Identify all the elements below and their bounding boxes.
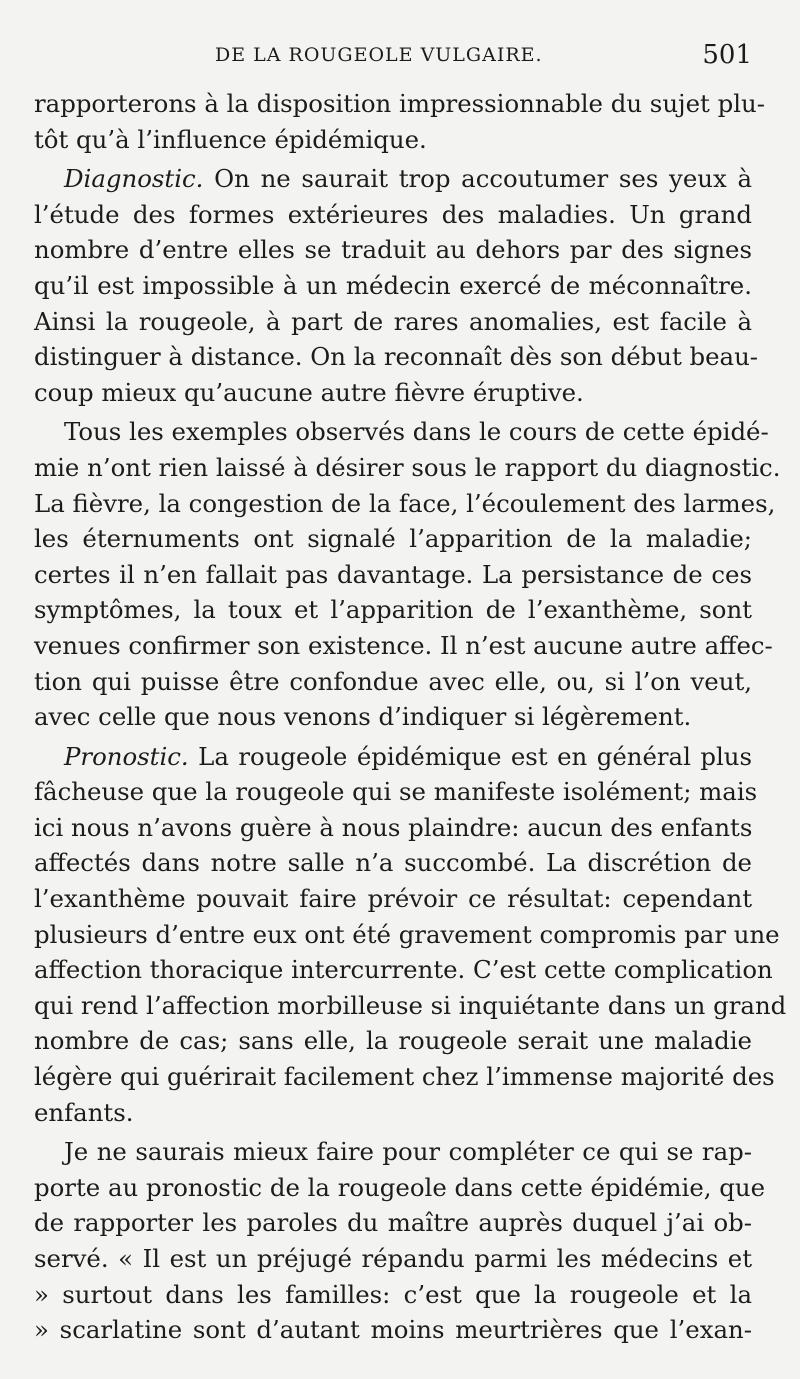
text-line <box>34 1095 752 1131</box>
text-line <box>34 988 787 1024</box>
page-header <box>34 40 752 76</box>
text-line <box>34 557 752 593</box>
text-line <box>34 952 773 988</box>
line-text: affectés dans notre salle n’a succombé. La discrétion de <box>34 848 752 878</box>
line-text: » scarlatine sont d’autant moins meurtrières que l’exan- <box>34 1315 752 1345</box>
line-text: symptômes, la toux et l’apparition de l’exanthème, sont <box>34 595 752 625</box>
text-line <box>34 881 752 917</box>
text-line <box>34 122 752 158</box>
text-line <box>34 664 752 700</box>
text-line <box>34 699 752 735</box>
line-text: La fièvre, la congestion de la face, l’écoulement des larmes, <box>34 488 776 518</box>
line-text: les éternuments ont signalé l’apparition de la maladie; <box>34 524 752 554</box>
text-line <box>34 86 765 122</box>
line-text: tôt qu’à l’influence épidémique. <box>34 124 427 154</box>
text-line <box>34 339 759 375</box>
text-line <box>34 304 752 340</box>
line-text: nombre de cas; sans elle, la rougeole serait une maladie <box>34 1026 752 1056</box>
text-line <box>34 1312 752 1348</box>
line-text: plusieurs d’entre eux ont été gravement compromis par une <box>34 919 780 949</box>
text-line <box>34 592 752 628</box>
line-text: distinguer à distance. On la reconnaît dès son début beau- <box>34 342 759 372</box>
line-text: Tous les exemples observés dans le cours de cette épidé- <box>64 417 769 447</box>
line-text: l’étude des formes extérieures des maladies. Un grand <box>34 199 752 229</box>
text-line <box>34 810 752 846</box>
section-lead: Diagnostic. <box>64 164 204 194</box>
line-text: légère qui guérirait facilement chez l’immense majorité des <box>34 1062 775 1092</box>
text-line <box>34 1277 752 1313</box>
line-text: tion qui puisse être confondue avec elle, ou, si l’on veut, <box>34 666 752 696</box>
line-text: mie n’ont rien laissé à désirer sous le rapport du diagnostic. <box>34 452 781 482</box>
line-text: servé. « Il est un préjugé répandu parmi les médecins et <box>34 1244 752 1273</box>
line-text: fâcheuse que la rougeole qui se manifeste isolément; mais <box>34 777 758 807</box>
text-line <box>34 197 752 233</box>
text-line <box>34 414 769 450</box>
line-text: certes il n’en fallait pas davantage. La persistance de ces <box>34 559 752 589</box>
text-line <box>34 845 752 881</box>
line-text: l’exanthème pouvait faire prévoir ce résultat: cependant <box>34 884 752 914</box>
text-line <box>34 1134 752 1170</box>
text-line <box>34 486 776 522</box>
text-line <box>34 268 752 304</box>
line-text: venues confirmer son existence. Il n’est aucune autre affec- <box>34 630 773 660</box>
text-line <box>34 1205 752 1241</box>
text-line <box>34 628 773 664</box>
line-text: On ne saurait trop accoutumer ses yeux à <box>203 164 752 194</box>
text-line <box>34 1023 752 1059</box>
line-text: porte au pronostic de la rougeole dans cette épidémie, que <box>34 1172 766 1202</box>
section-lead: Pronostic. <box>64 741 189 771</box>
line-text: de rapporter les paroles du maître auprès duquel j’ai ob- <box>34 1208 752 1238</box>
body-text <box>34 86 787 1348</box>
text-line <box>34 161 752 197</box>
line-text: ici nous n’avons guère à nous plaindre: aucun des enfants <box>34 812 753 842</box>
line-text: enfants. <box>34 1097 134 1127</box>
text-line <box>34 450 781 486</box>
line-text: Je ne saurais mieux faire pour compléter ce qui se rap- <box>64 1137 752 1167</box>
line-text: avec celle que nous venons d’indiquer si légèrement. <box>34 702 692 732</box>
text-line <box>34 739 752 775</box>
text-line <box>34 1241 752 1277</box>
line-text: Ainsi la rougeole, à part de rares anomalies, est facile à <box>34 306 752 336</box>
line-text: nombre d’entre elles se traduit au dehors par des signes <box>34 235 752 265</box>
line-text: qu’il est impossible à un médecin exercé de méconnaître. <box>34 270 752 300</box>
line-text: coup mieux qu’aucune autre fièvre éruptive. <box>34 377 584 407</box>
line-text: » surtout dans les familles: c’est que la rougeole et la <box>34 1279 752 1309</box>
line-text: rapporterons à la disposition impressionnable du sujet plu- <box>34 89 765 118</box>
text-line <box>34 232 752 268</box>
text-line <box>34 917 780 953</box>
line-text: qui rend l’affection morbilleuse si inquiétante dans un grand <box>34 990 787 1020</box>
line-text: affection thoracique intercurrente. C’est cette complication <box>34 955 773 985</box>
text-line <box>34 375 752 411</box>
line-text: La rougeole épidémique est en général plus <box>188 741 752 771</box>
text-line <box>34 1170 766 1206</box>
page-number: 501 <box>702 40 752 70</box>
text-line <box>34 1059 775 1095</box>
text-line <box>34 774 758 810</box>
running-title: DE LA ROUGEOLE VULGAIRE. <box>215 44 543 66</box>
text-line <box>34 521 752 557</box>
